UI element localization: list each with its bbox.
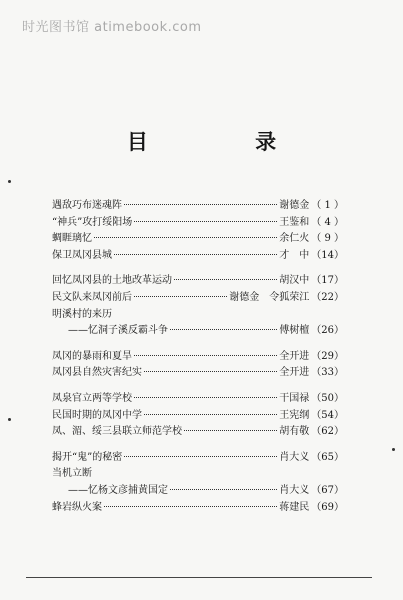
toc-entry-author: 谢德金 令狐荣江 [229, 291, 310, 303]
toc-entry-title: 明溪村的来历 [52, 308, 112, 320]
group-spacer [52, 264, 344, 273]
group-spacer [52, 441, 344, 450]
toc-entry-title: 回忆凤冈县的土地改革运动 [52, 275, 172, 287]
toc-entry-title: 凤冈县自然灾害纪实 [52, 367, 142, 379]
toc-entry-author: 傅树檀 [279, 325, 310, 337]
group-spacer [52, 382, 344, 391]
watermark: 时光图书馆 atimebook.com [22, 20, 202, 35]
toc-entry-author: 胡汉中 [279, 275, 310, 287]
toc-entry-author: 余仁火 [279, 233, 310, 245]
toc-entry-page: （22） [311, 291, 344, 303]
group-spacer [52, 340, 344, 349]
toc-entry-title: 凤、湄、绥三县联立师范学校 [52, 426, 182, 438]
toc-entry-title: 蜂岩纵火案 [52, 501, 102, 513]
margin-dot [8, 418, 11, 421]
toc-entry[interactable] [52, 231, 344, 248]
toc-entry-page: （62） [311, 426, 344, 438]
toc-entry[interactable] [52, 408, 344, 425]
toc-entry-page: （33） [311, 367, 344, 379]
dot-leader [170, 489, 277, 490]
toc-entry[interactable] [52, 290, 344, 307]
dot-leader [134, 397, 277, 398]
toc-entry-title: 凤泉官立两等学校 [52, 392, 132, 404]
toc-entry-author: 全开进 [279, 350, 310, 362]
toc-entry[interactable] [52, 215, 344, 232]
toc-entry-title: ——忆杨文彦捕黄国定 [68, 484, 168, 496]
toc-entry-title: 遇敌巧布迷魂阵 [52, 200, 122, 211]
margin-dot [392, 448, 395, 451]
toc-entry-author: 王宪纲 [279, 409, 310, 421]
toc-entry-title: 蜩睚璃忆 [52, 233, 92, 245]
toc-entry[interactable] [52, 248, 344, 265]
toc-entry-page: （29） [311, 350, 344, 362]
toc-entry-title: 凤冈的暴雨和夏旱 [52, 350, 132, 362]
toc-entry-author: 肖大义 [279, 451, 310, 463]
toc-entry-title: 保卫凤冈县城 [52, 249, 112, 261]
toc-entry-author: 肖大义 [279, 484, 310, 496]
dot-leader [184, 430, 277, 431]
toc-entry[interactable] [52, 198, 344, 215]
toc-entry[interactable] [52, 349, 344, 366]
dot-leader [134, 221, 277, 222]
dot-leader [124, 456, 277, 457]
toc-entry[interactable] [52, 500, 344, 517]
toc-entry-author: 干国禄 [279, 392, 310, 404]
toc-entry[interactable] [52, 483, 344, 500]
toc-entry[interactable] [52, 391, 344, 408]
toc-entry[interactable] [52, 466, 344, 483]
toc-entry-title: ——忆洞子溪反霸斗争 [68, 325, 168, 337]
dot-leader [170, 329, 277, 330]
dot-leader [144, 371, 277, 372]
toc-entry-page: （17） [311, 275, 344, 287]
dot-leader [134, 355, 277, 356]
dot-leader [124, 204, 277, 205]
toc-entry-title: 当机立断 [52, 468, 92, 480]
toc-entry-page: （50） [311, 392, 344, 404]
toc-entry[interactable] [52, 323, 344, 340]
toc-entry[interactable] [52, 273, 344, 290]
toc-entry-title: “神兵”攻打绥阳场 [52, 216, 133, 228]
toc-entry-page: （65） [311, 451, 344, 463]
toc-entry-page: （ 1 ） [311, 200, 344, 211]
toc-entry[interactable] [52, 424, 344, 441]
toc-entry-page: （54） [311, 409, 344, 421]
toc-entry-author: 蒋建民 [279, 501, 310, 513]
dot-leader [174, 279, 277, 280]
toc-entry-author: 胡有敬 [279, 426, 310, 438]
toc-entry-title: 民文队来凤冈前后 [52, 291, 132, 303]
toc-entry-title: 揭开“鬼”的秘密 [52, 451, 123, 463]
dot-leader [114, 254, 277, 255]
toc-entry-page: （14） [311, 249, 344, 261]
toc-entry[interactable] [52, 365, 344, 382]
page-title: 目 录 [126, 129, 327, 154]
toc-entry-author: 谢德金 [279, 200, 310, 211]
toc-entry-page: （ 4 ） [311, 216, 344, 228]
dot-leader [144, 414, 277, 415]
toc-entry-author: 才 中 [279, 249, 310, 261]
toc-entry[interactable] [52, 450, 344, 467]
page-edge-line [26, 577, 372, 578]
toc-entry-author: 王鉴和 [279, 216, 310, 228]
toc-entry-page: （69） [311, 501, 344, 513]
toc-entry-page: （26） [311, 325, 344, 337]
dot-leader [94, 237, 277, 238]
table-of-contents [52, 198, 344, 516]
toc-entry[interactable] [52, 307, 344, 324]
toc-entry-page: （ 9 ） [311, 233, 344, 245]
toc-entry-page: （67） [311, 484, 344, 496]
dot-leader [104, 506, 277, 507]
toc-entry-title: 民国时期的凤冈中学 [52, 409, 142, 421]
dot-leader [134, 296, 227, 297]
toc-entry-author: 全开进 [279, 367, 310, 379]
margin-dot [8, 180, 11, 183]
